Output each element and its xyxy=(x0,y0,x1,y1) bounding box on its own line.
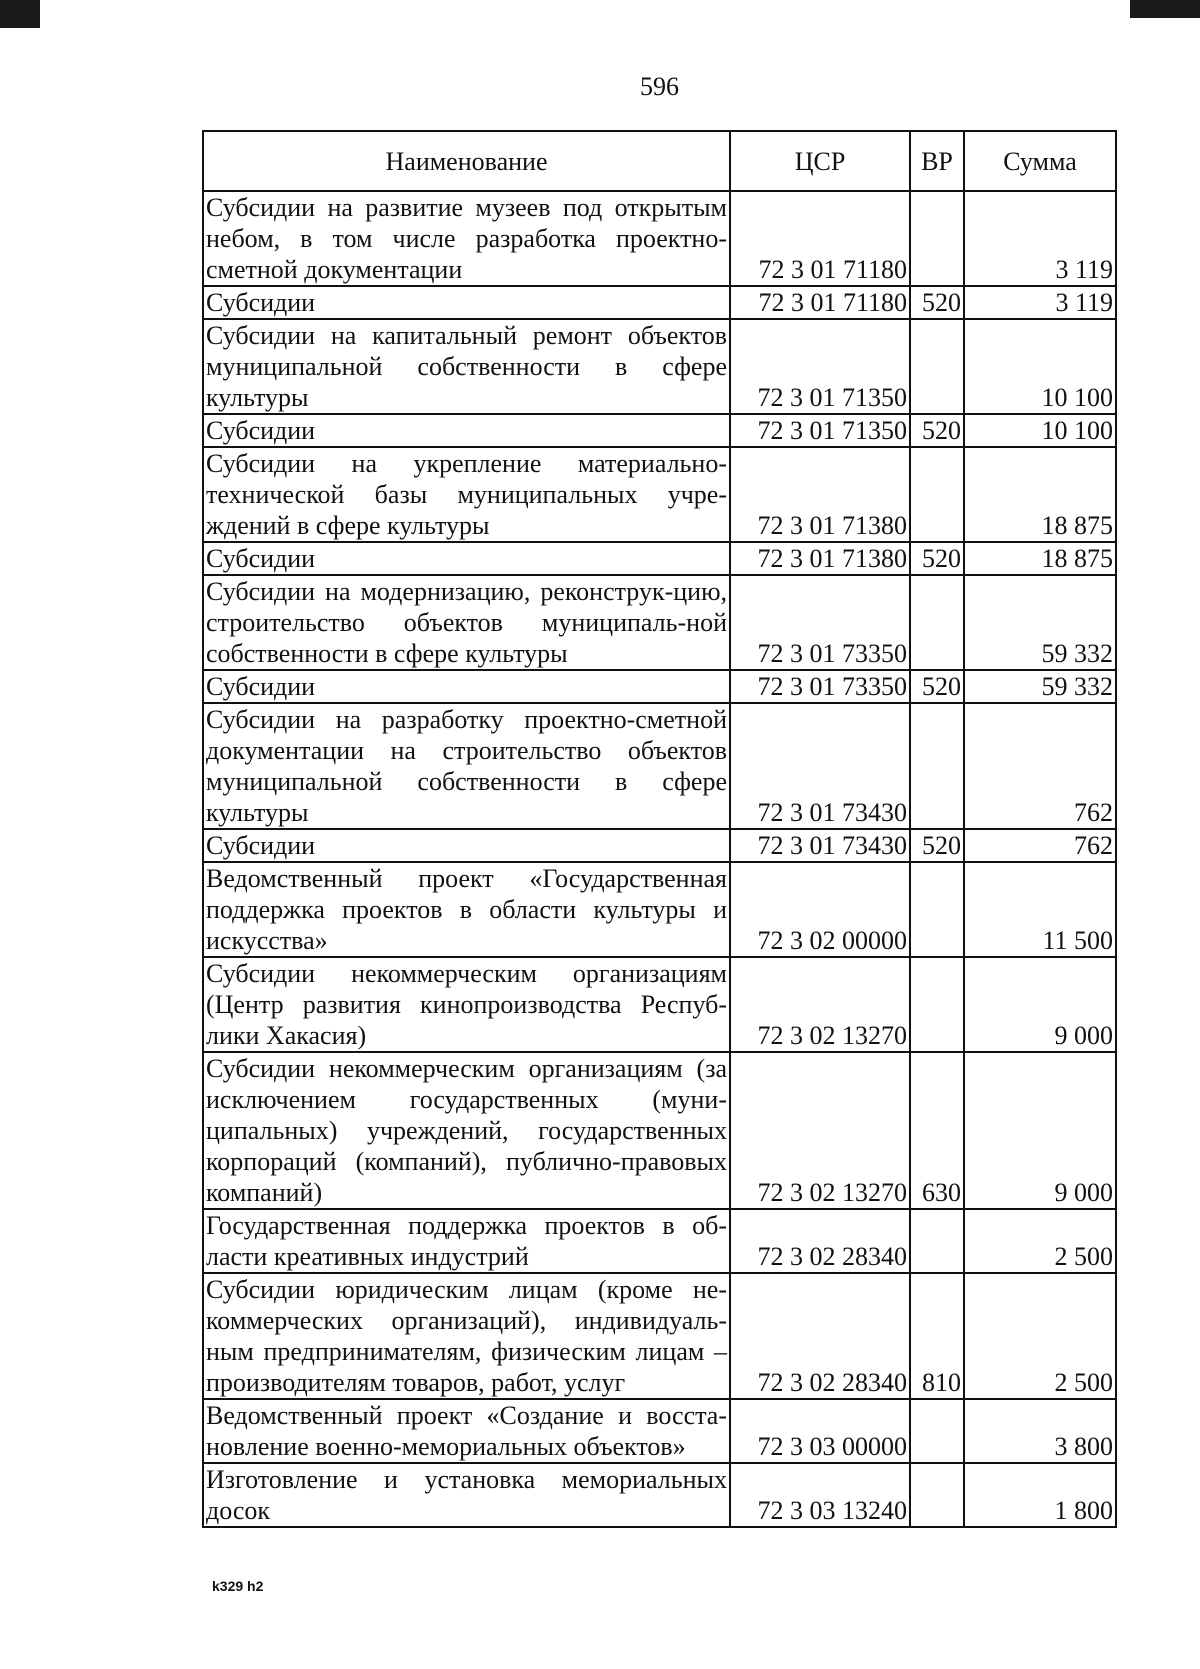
cell-sum: 762 xyxy=(964,703,1116,829)
cell-csr: 72 3 01 71180 xyxy=(730,191,910,286)
cell-name: Субсидии на капитальный ремонт объектов муниципальной собственности в сфере культуры xyxy=(203,319,730,414)
cell-name: Субсидии некоммерческим организациям (Центр развития кинопроизводства Респуб-лики Хакасия) xyxy=(203,957,730,1052)
cell-vr xyxy=(910,191,964,286)
cell-vr xyxy=(910,703,964,829)
cell-csr: 72 3 03 00000 xyxy=(730,1399,910,1463)
cell-sum: 9 000 xyxy=(964,957,1116,1052)
table-row xyxy=(203,286,1116,319)
table-header-row xyxy=(203,131,1116,191)
cell-sum: 2 500 xyxy=(964,1273,1116,1399)
cell-vr xyxy=(910,447,964,542)
cell-vr xyxy=(910,957,964,1052)
header-csr: ЦСР xyxy=(730,131,910,191)
cell-vr: 520 xyxy=(910,414,964,447)
cell-sum: 3 119 xyxy=(964,191,1116,286)
table-row xyxy=(203,670,1116,703)
table-row xyxy=(203,1209,1116,1273)
cell-name: Изготовление и установка мемориальных досок xyxy=(203,1463,730,1527)
table-row xyxy=(203,1052,1116,1209)
page-number: 596 xyxy=(640,72,679,101)
cell-csr: 72 3 01 73350 xyxy=(730,575,910,670)
table-row xyxy=(203,1273,1116,1399)
footer-code: k329 h2 xyxy=(212,1578,264,1594)
cell-vr xyxy=(910,575,964,670)
cell-csr: 72 3 02 00000 xyxy=(730,862,910,957)
cell-vr: 520 xyxy=(910,829,964,862)
cell-csr: 72 3 02 28340 xyxy=(730,1273,910,1399)
cell-vr xyxy=(910,1399,964,1463)
cell-sum: 3 800 xyxy=(964,1399,1116,1463)
cell-vr xyxy=(910,1463,964,1527)
cell-sum: 9 000 xyxy=(964,1052,1116,1209)
cell-name: Ведомственный проект «Создание и восста-новление военно-мемориальных объектов» xyxy=(203,1399,730,1463)
cell-vr xyxy=(910,1209,964,1273)
header-name: Наименование xyxy=(203,131,730,191)
table-row xyxy=(203,957,1116,1052)
table-row xyxy=(203,575,1116,670)
cell-csr: 72 3 01 71350 xyxy=(730,319,910,414)
table-body xyxy=(203,191,1116,1527)
table-row xyxy=(203,542,1116,575)
scan-edge-top-left xyxy=(0,0,40,28)
cell-name: Субсидии некоммерческим организациям (за исключением государственных (муни-ципальных) учреждений, государственных корпораций (компаний), публично-правовых компаний) xyxy=(203,1052,730,1209)
cell-vr: 630 xyxy=(910,1052,964,1209)
cell-sum: 18 875 xyxy=(964,542,1116,575)
cell-csr: 72 3 02 13270 xyxy=(730,1052,910,1209)
cell-csr: 72 3 01 73350 xyxy=(730,670,910,703)
table-row xyxy=(203,191,1116,286)
cell-csr: 72 3 01 73430 xyxy=(730,829,910,862)
cell-csr: 72 3 02 28340 xyxy=(730,1209,910,1273)
cell-sum: 3 119 xyxy=(964,286,1116,319)
cell-name: Субсидии юридическим лицам (кроме не-коммерческих организаций), индивидуаль-ным предпринимателям, физическим лицам – производителям товаров, работ, услуг xyxy=(203,1273,730,1399)
header-vr: ВР xyxy=(910,131,964,191)
cell-vr xyxy=(910,319,964,414)
cell-csr: 72 3 03 13240 xyxy=(730,1463,910,1527)
cell-vr: 810 xyxy=(910,1273,964,1399)
cell-sum: 2 500 xyxy=(964,1209,1116,1273)
cell-sum: 59 332 xyxy=(964,575,1116,670)
cell-csr: 72 3 01 71380 xyxy=(730,447,910,542)
cell-name: Субсидии на разработку проектно-сметной документации на строительство объектов муниципальной собственности в сфере культуры xyxy=(203,703,730,829)
cell-csr: 72 3 01 71350 xyxy=(730,414,910,447)
cell-sum: 59 332 xyxy=(964,670,1116,703)
cell-name: Государственная поддержка проектов в об-ласти креативных индустрий xyxy=(203,1209,730,1273)
cell-sum: 11 500 xyxy=(964,862,1116,957)
cell-name: Субсидии xyxy=(203,542,730,575)
cell-sum: 1 800 xyxy=(964,1463,1116,1527)
cell-vr: 520 xyxy=(910,670,964,703)
cell-sum: 762 xyxy=(964,829,1116,862)
table-row xyxy=(203,319,1116,414)
table-row xyxy=(203,414,1116,447)
table-row xyxy=(203,862,1116,957)
cell-csr: 72 3 01 71180 xyxy=(730,286,910,319)
cell-csr: 72 3 01 71380 xyxy=(730,542,910,575)
cell-name: Субсидии xyxy=(203,670,730,703)
cell-name: Субсидии на укрепление материально-технической базы муниципальных учре-ждений в сфере культуры xyxy=(203,447,730,542)
cell-name: Субсидии xyxy=(203,286,730,319)
cell-name: Субсидии xyxy=(203,414,730,447)
budget-table xyxy=(202,130,1117,1528)
cell-vr xyxy=(910,862,964,957)
scan-edge-top-right xyxy=(1130,0,1200,18)
table-row xyxy=(203,703,1116,829)
cell-sum: 10 100 xyxy=(964,319,1116,414)
table-row xyxy=(203,447,1116,542)
cell-name: Субсидии на модернизацию, реконструк-цию, строительство объектов муниципаль-ной собственности в сфере культуры xyxy=(203,575,730,670)
table-row xyxy=(203,1399,1116,1463)
table-row xyxy=(203,1463,1116,1527)
cell-sum: 18 875 xyxy=(964,447,1116,542)
header-sum: Сумма xyxy=(964,131,1116,191)
cell-csr: 72 3 01 73430 xyxy=(730,703,910,829)
cell-name: Субсидии xyxy=(203,829,730,862)
cell-name: Ведомственный проект «Государственная поддержка проектов в области культуры и искусства» xyxy=(203,862,730,957)
cell-csr: 72 3 02 13270 xyxy=(730,957,910,1052)
cell-sum: 10 100 xyxy=(964,414,1116,447)
cell-name: Субсидии на развитие музеев под открытым небом, в том числе разработка проектно-сметной документации xyxy=(203,191,730,286)
cell-vr: 520 xyxy=(910,542,964,575)
table-row xyxy=(203,829,1116,862)
cell-vr: 520 xyxy=(910,286,964,319)
